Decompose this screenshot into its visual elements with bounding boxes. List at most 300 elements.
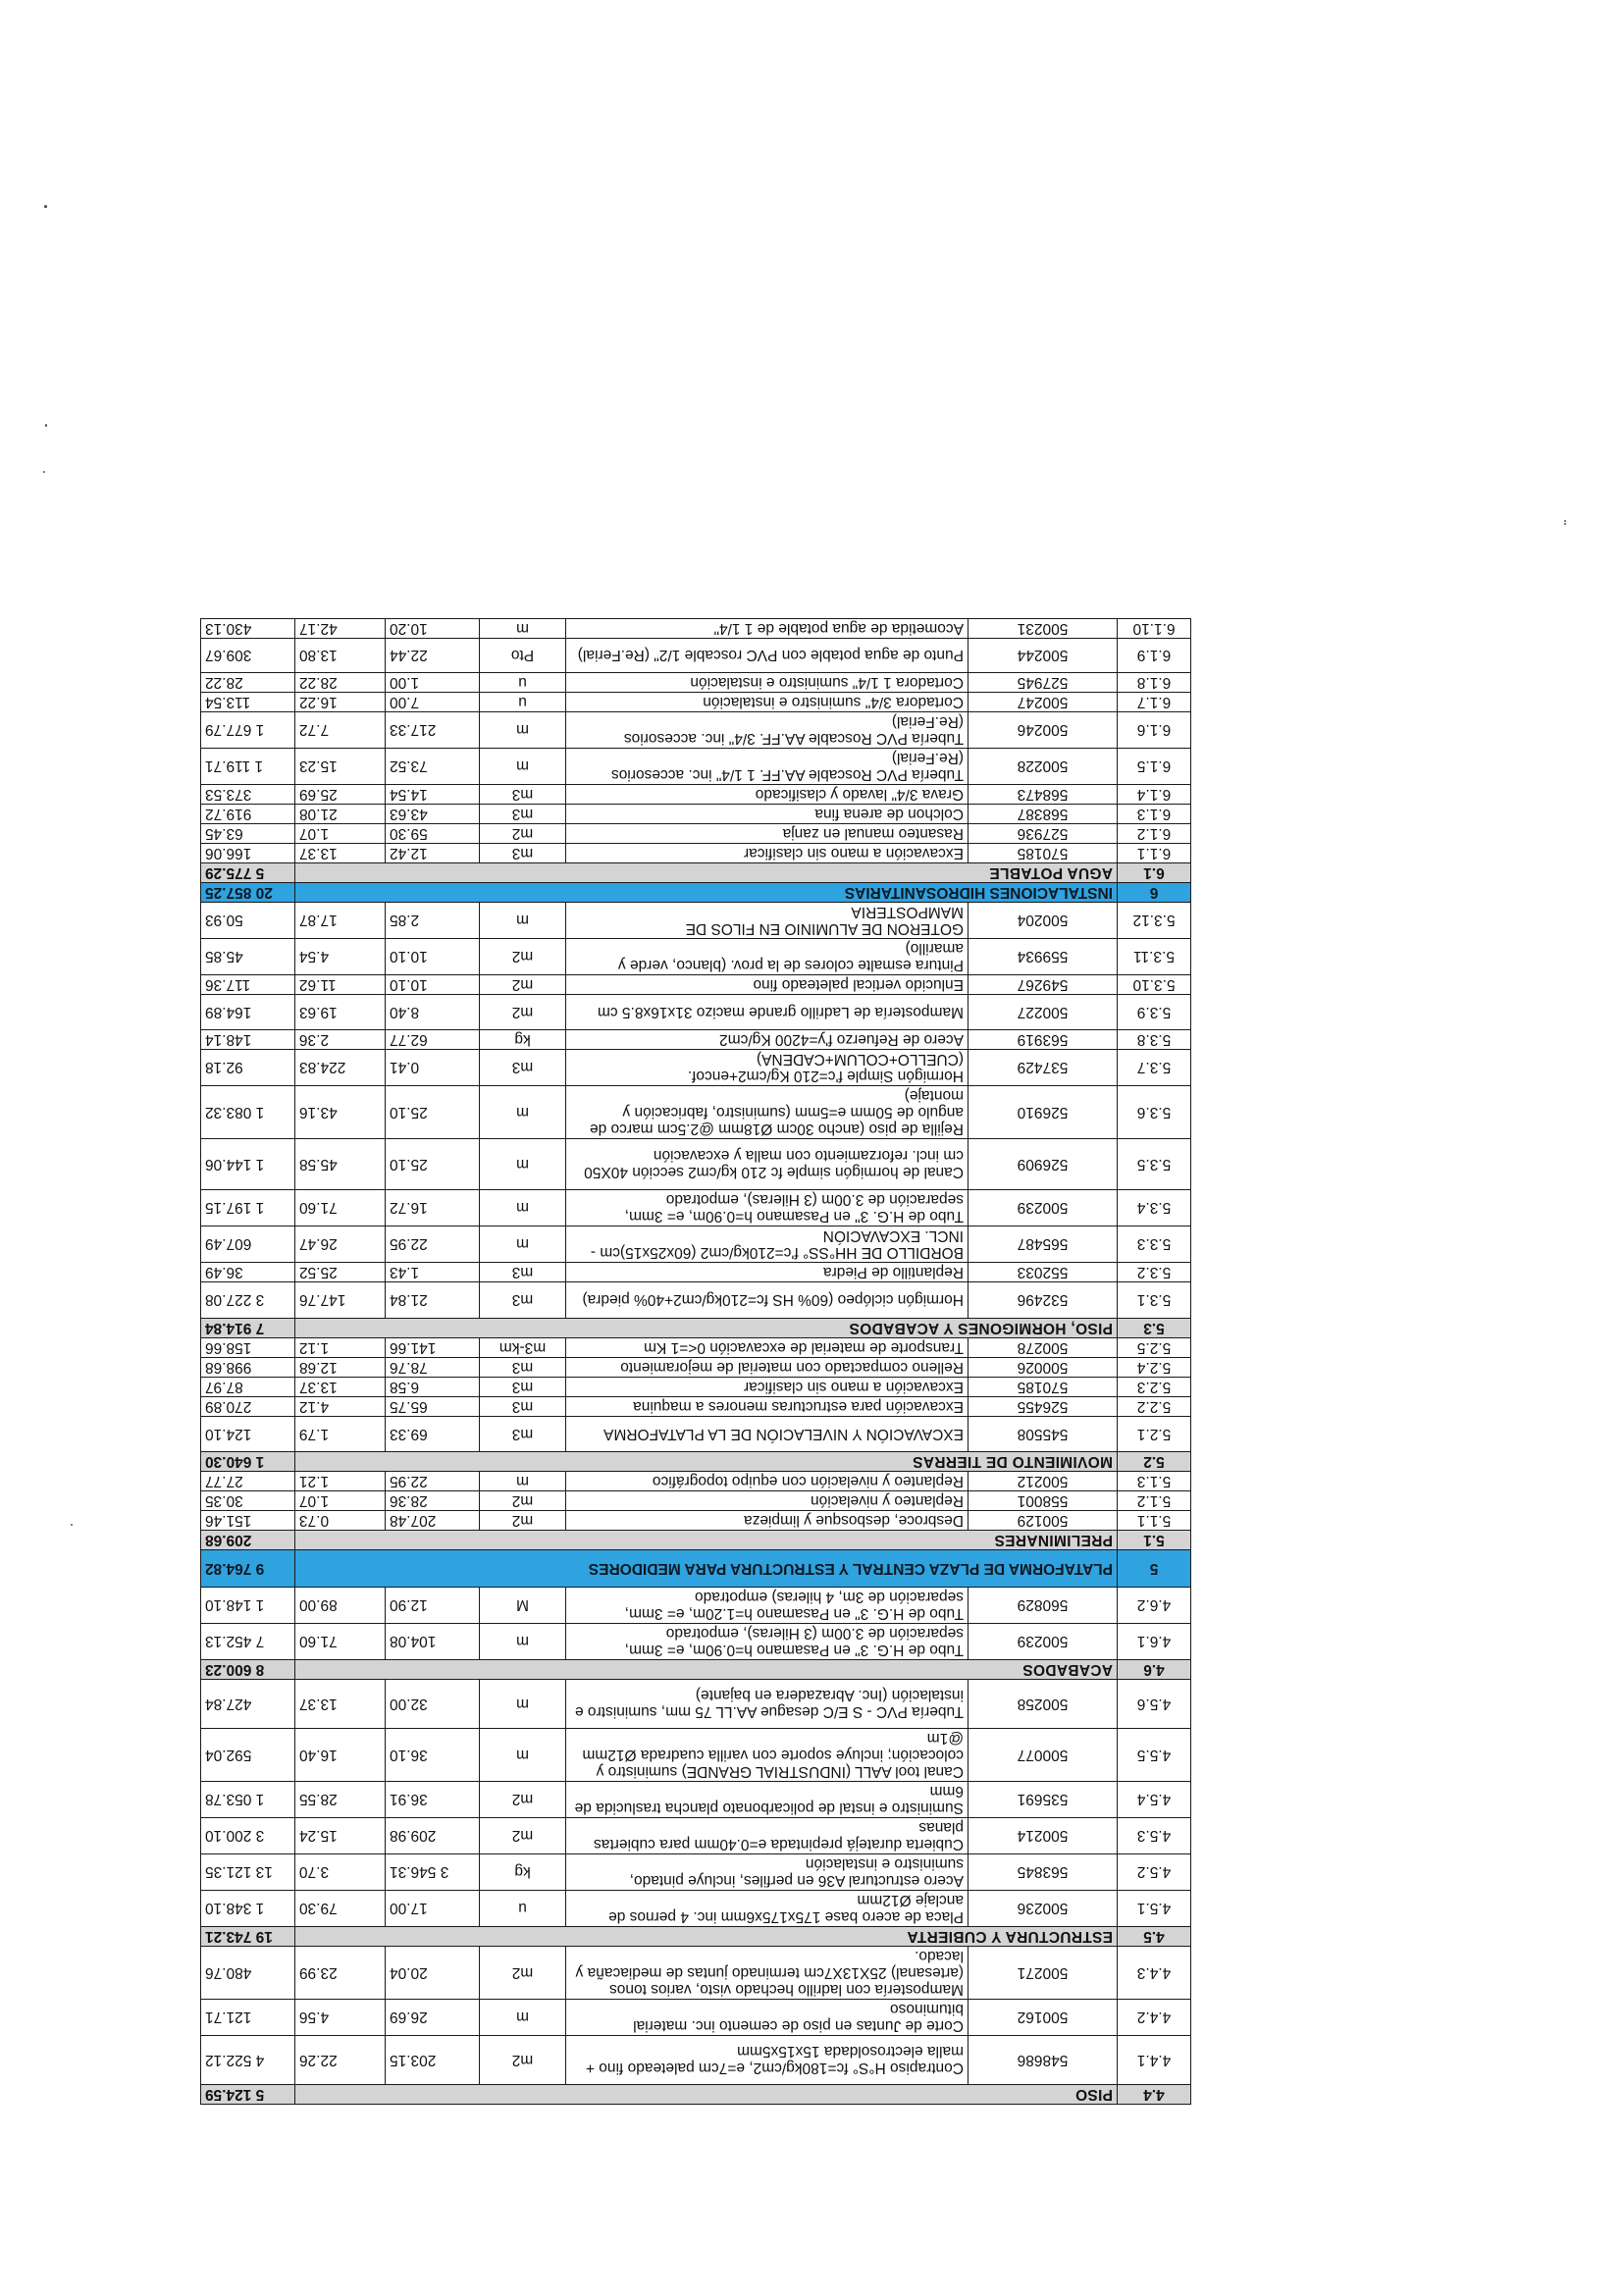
item-number: 5.1.3: [1118, 1472, 1191, 1491]
item-unit: m3: [480, 785, 566, 805]
table-row: [200, 1729, 1190, 1782]
table-row: [200, 1818, 1190, 1854]
item-quantity: 20.04: [386, 1947, 480, 2000]
item-total: 63.45: [200, 824, 294, 844]
section-title: PISO: [294, 2085, 1117, 2105]
item-number: 4.5.4: [1118, 1782, 1191, 1818]
item-description: Pintura esmalte colores de la prov. (blanco, verde y amarillo): [566, 939, 969, 975]
table-row: [200, 673, 1190, 693]
item-code: 500239: [969, 1624, 1118, 1660]
item-unit: m3: [480, 1417, 566, 1452]
section-item-number: 5.2: [1118, 1452, 1191, 1472]
item-code: 563845: [969, 1854, 1118, 1891]
section-header-row: [200, 1927, 1190, 1947]
item-unit-price: 3.70: [294, 1854, 385, 1891]
item-description: Tubo de H.G. 3" en Pasamano h=0.90m, e= 3mm, separación de 3.00m (3 Hileras), empotrado: [566, 1624, 969, 1660]
item-number: 5.3.9: [1118, 995, 1191, 1030]
item-total: 427.84: [200, 1680, 294, 1729]
item-total: 30.35: [200, 1491, 294, 1511]
table-row: [200, 1782, 1190, 1818]
section-total: 19 743.21: [200, 1927, 294, 1947]
item-code: 549267: [969, 975, 1118, 995]
item-total: 7 452.13: [200, 1624, 294, 1660]
item-total: 27.77: [200, 1472, 294, 1491]
item-quantity: 17.00: [386, 1891, 480, 1927]
item-unit-price: 1.07: [294, 1491, 385, 1511]
item-code: 500077: [969, 1729, 1118, 1782]
item-unit: m2: [480, 995, 566, 1030]
item-code: 560829: [969, 1588, 1118, 1624]
item-unit: m2: [480, 824, 566, 844]
table-row: [200, 639, 1190, 673]
item-code: 526455: [969, 1397, 1118, 1417]
item-code: 500258: [969, 1680, 1118, 1729]
item-unit: m: [480, 1086, 566, 1139]
item-description: Punto de agua potable con PVC roscable 1/2" (Re.Ferial): [566, 639, 969, 673]
table-row: [200, 939, 1190, 975]
item-quantity: 16.72: [386, 1190, 480, 1226]
item-quantity: 32.00: [386, 1680, 480, 1729]
item-unit-price: 13.37: [294, 1680, 385, 1729]
item-total: 113.54: [200, 693, 294, 712]
item-unit: m3: [480, 1050, 566, 1086]
item-description: Mampostería con ladrillo hechado visto, varios tonos (artesanal) 25X13X7cm terminado juntas de mediacaña y lacado.: [566, 1947, 969, 2000]
item-unit-price: 26.47: [294, 1226, 385, 1263]
item-number: 5.2.4: [1118, 1358, 1191, 1378]
item-unit: m2: [480, 1818, 566, 1854]
item-quantity: 0.41: [386, 1050, 480, 1086]
item-code: 552033: [969, 1263, 1118, 1282]
item-description: Relleno compactado con material de mejoramiento: [566, 1358, 969, 1378]
item-total: 480.76: [200, 1947, 294, 2000]
item-total: 1 677.79: [200, 712, 294, 749]
item-number: 5.1.2: [1118, 1491, 1191, 1511]
item-description: Placa de acero base 175x175x6mm inc. 4 pernos de anclaje Ø12mm: [566, 1891, 969, 1927]
item-quantity: 7.00: [386, 693, 480, 712]
item-quantity: 73.52: [386, 749, 480, 785]
item-unit-price: 147.76: [294, 1282, 385, 1319]
item-description: Cortadora 3/4" suministro e instalación: [566, 693, 969, 712]
item-unit: u: [480, 693, 566, 712]
item-unit: m2: [480, 1782, 566, 1818]
item-unit-price: 79.30: [294, 1891, 385, 1927]
item-description: Colchon de arena fina: [566, 805, 969, 824]
item-number: 5.1.1: [1118, 1511, 1191, 1531]
item-unit-price: 25.69: [294, 785, 385, 805]
item-quantity: 12.42: [386, 844, 480, 863]
table-row: [200, 1417, 1190, 1452]
table-row: [200, 2000, 1190, 2036]
section-item-number: 6.1: [1118, 863, 1191, 883]
item-number: 5.2.5: [1118, 1338, 1191, 1358]
item-total: 50.93: [200, 903, 294, 939]
table-row: [200, 1378, 1190, 1397]
item-number: 4.4.3: [1118, 1947, 1191, 2000]
item-unit-price: 4.56: [294, 2000, 385, 2036]
item-unit-price: 15.24: [294, 1818, 385, 1854]
item-description: Replantillo de Piedra: [566, 1263, 969, 1282]
item-unit-price: 71.60: [294, 1190, 385, 1226]
item-code: 570185: [969, 844, 1118, 863]
item-unit: m2: [480, 1491, 566, 1511]
item-unit-price: 1.21: [294, 1472, 385, 1491]
section-title: AGUA POTABLE: [294, 863, 1117, 883]
table-row: [200, 1030, 1190, 1050]
item-description: Tubería PVC - S E/C desague AA.LL 75 mm, suministro e instalación (Inc. Abrazadera en bajante): [566, 1680, 969, 1729]
item-quantity: 26.69: [386, 2000, 480, 2036]
table-row: [200, 844, 1190, 863]
item-quantity: 12.90: [386, 1588, 480, 1624]
item-code: 500246: [969, 712, 1118, 749]
item-description: Excavación a mano sin clasificar: [566, 1378, 969, 1397]
item-unit: m3: [480, 1358, 566, 1378]
item-total: 3 200.10: [200, 1818, 294, 1854]
section-header-row: [200, 1531, 1190, 1550]
item-code: 526909: [969, 1139, 1118, 1190]
table-row: [200, 1226, 1190, 1263]
item-quantity: 25.10: [386, 1139, 480, 1190]
item-number: 5.3.1: [1118, 1282, 1191, 1319]
item-unit-price: 45.58: [294, 1139, 385, 1190]
item-number: 5.3.11: [1118, 939, 1191, 975]
item-quantity: 36.91: [386, 1782, 480, 1818]
section-header-row: [200, 863, 1190, 883]
item-unit: m2: [480, 2036, 566, 2085]
section-item-number: 6: [1118, 883, 1191, 903]
item-description: Hormigón Simple f'c=210 Kg/cm2+encof.(CUELLO+COLUM+CADENA): [566, 1050, 969, 1086]
table-row: [200, 1491, 1190, 1511]
item-unit: m2: [480, 1947, 566, 2000]
item-number: 6.1.1: [1118, 844, 1191, 863]
item-total: 148.14: [200, 1030, 294, 1050]
item-description: Enlucido vertical paleteado fino: [566, 975, 969, 995]
item-unit-price: 19.63: [294, 995, 385, 1030]
item-code: 559934: [969, 939, 1118, 975]
table-row: [200, 1511, 1190, 1531]
scan-speck: [45, 424, 47, 427]
section-title: PLATAFORMA DE PLAZA CENTRAL Y ESTRUCTURA PARA MEDIDORES: [294, 1550, 1117, 1588]
item-code: 563919: [969, 1030, 1118, 1050]
item-unit: m: [480, 903, 566, 939]
item-code: 532496: [969, 1282, 1118, 1319]
item-total: 4 522.12: [200, 2036, 294, 2085]
section-total: 5 775.29: [200, 863, 294, 883]
item-total: 1 197.15: [200, 1190, 294, 1226]
item-quantity: 14.54: [386, 785, 480, 805]
item-code: 500026: [969, 1358, 1118, 1378]
item-unit: m: [480, 2000, 566, 2036]
item-description: Excavación para estructuras menores a maquina: [566, 1397, 969, 1417]
item-total: 36.49: [200, 1263, 294, 1282]
item-quantity: 22.95: [386, 1472, 480, 1491]
item-number: 5.3.6: [1118, 1086, 1191, 1139]
item-description: Acero estructural A36 en perfiles, incluye pintado, suministro e instalación: [566, 1854, 969, 1891]
item-quantity: 59.30: [386, 824, 480, 844]
item-number: 5.2.3: [1118, 1378, 1191, 1397]
item-number: 5.3.5: [1118, 1139, 1191, 1190]
table-row: [200, 1624, 1190, 1660]
item-number: 5.3.2: [1118, 1263, 1191, 1282]
item-code: 500162: [969, 2000, 1118, 2036]
item-code: 527936: [969, 824, 1118, 844]
item-total: 87.97: [200, 1378, 294, 1397]
item-unit-price: 12.68: [294, 1358, 385, 1378]
table-row: [200, 1263, 1190, 1282]
item-number: 6.1.7: [1118, 693, 1191, 712]
section-title: ACABADOS: [294, 1660, 1117, 1680]
item-total: 1 053.78: [200, 1782, 294, 1818]
item-number: 4.4.2: [1118, 2000, 1191, 2036]
item-total: 1 083.32: [200, 1086, 294, 1139]
item-number: 4.5.5: [1118, 1729, 1191, 1782]
item-unit-price: 71.60: [294, 1624, 385, 1660]
item-quantity: 217.33: [386, 712, 480, 749]
item-unit-price: 0.73: [294, 1511, 385, 1531]
item-number: 4.6.2: [1118, 1588, 1191, 1624]
section-item-number: 4.5: [1118, 1927, 1191, 1947]
item-quantity: 8.40: [386, 995, 480, 1030]
item-number: 5.3.7: [1118, 1050, 1191, 1086]
item-code: 570185: [969, 1378, 1118, 1397]
section-title: PISO, HORMIGONES Y ACABADOS: [294, 1319, 1117, 1338]
item-unit-price: 28.55: [294, 1782, 385, 1818]
item-description: Tubería PVC Roscable AA.FF. 3/4" inc. accesorios (Re.Ferial): [566, 712, 969, 749]
item-total: 3 227.08: [200, 1282, 294, 1319]
item-description: Replanteo y nivelación: [566, 1491, 969, 1511]
item-total: 1 144.06: [200, 1139, 294, 1190]
item-unit: m2: [480, 1511, 566, 1531]
item-description: EXCAVACIÓN Y NIVELACIÓN DE LA PLATAFORMA: [566, 1417, 969, 1452]
item-unit: kg: [480, 1030, 566, 1050]
item-code: 500228: [969, 749, 1118, 785]
item-unit: m: [480, 1472, 566, 1491]
item-total: 373.53: [200, 785, 294, 805]
table-row: [200, 693, 1190, 712]
item-unit-price: 4.54: [294, 939, 385, 975]
item-quantity: 22.44: [386, 639, 480, 673]
item-number: 6.1.9: [1118, 639, 1191, 673]
item-unit-price: 7.72: [294, 712, 385, 749]
scan-speck: [1564, 520, 1566, 522]
item-code: 500212: [969, 1472, 1118, 1491]
item-code: 500129: [969, 1511, 1118, 1531]
table-row: [200, 1338, 1190, 1358]
item-code: 500239: [969, 1190, 1118, 1226]
item-unit: m3: [480, 1263, 566, 1282]
item-total: 919.72: [200, 805, 294, 824]
item-total: 1 348.10: [200, 1891, 294, 1927]
item-description: Transporte de material de excavación 0<=1 Km: [566, 1338, 969, 1358]
item-unit-price: 11.62: [294, 975, 385, 995]
item-unit-price: 13.80: [294, 639, 385, 673]
item-total: 1 119.71: [200, 749, 294, 785]
item-unit-price: 1.12: [294, 1338, 385, 1358]
section-total: 209.68: [200, 1531, 294, 1550]
table-row: [200, 1086, 1190, 1139]
item-number: 6.1.4: [1118, 785, 1191, 805]
table-row: [200, 1050, 1190, 1086]
item-unit-price: 15.23: [294, 749, 385, 785]
item-total: 124.10: [200, 1417, 294, 1452]
item-total: 607.49: [200, 1226, 294, 1263]
item-unit-price: 28.22: [294, 673, 385, 693]
item-quantity: 10.10: [386, 975, 480, 995]
item-code: 568473: [969, 785, 1118, 805]
item-unit-price: 1.79: [294, 1417, 385, 1452]
item-quantity: 203.15: [386, 2036, 480, 2085]
budget-table-body: [200, 619, 1190, 2105]
item-code: 545508: [969, 1417, 1118, 1452]
item-code: 568387: [969, 805, 1118, 824]
item-quantity: 25.10: [386, 1086, 480, 1139]
item-unit: Pto: [480, 639, 566, 673]
item-total: 117.36: [200, 975, 294, 995]
item-number: 4.5.1: [1118, 1891, 1191, 1927]
item-total: 592.04: [200, 1729, 294, 1782]
item-code: 500271: [969, 1947, 1118, 2000]
item-quantity: 78.76: [386, 1358, 480, 1378]
item-number: 6.1.10: [1118, 619, 1191, 639]
item-quantity: 21.84: [386, 1282, 480, 1319]
item-unit: m2: [480, 975, 566, 995]
item-code: 500244: [969, 639, 1118, 673]
item-number: 6.1.2: [1118, 824, 1191, 844]
item-total: 998.68: [200, 1358, 294, 1378]
section-title: PRELIMINARES: [294, 1531, 1117, 1550]
item-quantity: 1.43: [386, 1263, 480, 1282]
item-unit: u: [480, 1891, 566, 1927]
item-quantity: 65.75: [386, 1397, 480, 1417]
item-quantity: 10.20: [386, 619, 480, 639]
item-unit-price: 22.26: [294, 2036, 385, 2085]
item-quantity: 62.77: [386, 1030, 480, 1050]
table-row: [200, 995, 1190, 1030]
item-unit: m: [480, 712, 566, 749]
section-title: INSTALACIONES HIDROSANITARIAS: [294, 883, 1117, 903]
item-total: 92.18: [200, 1050, 294, 1086]
item-code: 535691: [969, 1782, 1118, 1818]
item-number: 6.1.5: [1118, 749, 1191, 785]
table-row: [200, 1947, 1190, 2000]
item-code: 565487: [969, 1226, 1118, 1263]
item-unit: m3: [480, 1282, 566, 1319]
section-total: 9 764.82: [200, 1550, 294, 1588]
item-total: 121.71: [200, 2000, 294, 2036]
item-quantity: 209.98: [386, 1818, 480, 1854]
item-unit: m: [480, 1680, 566, 1729]
item-quantity: 69.33: [386, 1417, 480, 1452]
item-quantity: 1.00: [386, 673, 480, 693]
section-header-row: [200, 2085, 1190, 2105]
item-code: 500227: [969, 995, 1118, 1030]
table-row: [200, 824, 1190, 844]
scan-speck: [44, 205, 47, 208]
section-header-row: [200, 1452, 1190, 1472]
item-code: 548686: [969, 2036, 1118, 2085]
item-unit-price: 21.08: [294, 805, 385, 824]
item-description: Desbroce, desbosque y limpieza: [566, 1511, 969, 1531]
section-item-number: 5.1: [1118, 1531, 1191, 1550]
item-quantity: 207.48: [386, 1511, 480, 1531]
item-unit: m: [480, 1624, 566, 1660]
item-description: Canal tool AALL (INDUSTRIAL GRANDE) suministro y colocación; incluye soporte con varilla cuadrada Ø12mm @1m: [566, 1729, 969, 1782]
item-quantity: 22.95: [386, 1226, 480, 1263]
item-description: Excavación a mano sin clasificar: [566, 844, 969, 863]
item-unit-price: 16.40: [294, 1729, 385, 1782]
item-unit-price: 43.16: [294, 1086, 385, 1139]
table-row: [200, 903, 1190, 939]
item-quantity: 141.66: [386, 1338, 480, 1358]
section-header-row: [200, 1660, 1190, 1680]
item-unit: m3: [480, 805, 566, 824]
table-row: [200, 712, 1190, 749]
section-total: 1 640.30: [200, 1452, 294, 1472]
item-quantity: 104.08: [386, 1624, 480, 1660]
section-item-number: 4.6: [1118, 1660, 1191, 1680]
item-unit: m3: [480, 1397, 566, 1417]
item-code: 527945: [969, 673, 1118, 693]
item-total: 164.89: [200, 995, 294, 1030]
table-row: [200, 1358, 1190, 1378]
item-unit-price: 25.52: [294, 1263, 385, 1282]
scan-speck: [71, 1524, 73, 1526]
item-unit: m: [480, 749, 566, 785]
item-number: 4.5.6: [1118, 1680, 1191, 1729]
table-row: [200, 2036, 1190, 2085]
item-description: Tubo de H.G. 3" en Pasamano h=0.90m, e= 3mm, separación de 3.00m (3 Hileras), empotrado: [566, 1190, 969, 1226]
item-unit-price: 42.17: [294, 619, 385, 639]
item-number: 5.2.2: [1118, 1397, 1191, 1417]
item-code: 500214: [969, 1818, 1118, 1854]
item-number: 4.5.3: [1118, 1818, 1191, 1854]
item-total: 158.66: [200, 1338, 294, 1358]
item-code: 500204: [969, 903, 1118, 939]
item-code: 500278: [969, 1338, 1118, 1358]
item-number: 4.6.1: [1118, 1624, 1191, 1660]
item-total: 309.67: [200, 639, 294, 673]
section-total: 7 914.84: [200, 1319, 294, 1338]
table-row: [200, 1472, 1190, 1491]
item-quantity: 3 546.31: [386, 1854, 480, 1891]
item-description: Canal de hormigón simple fc 210 kg/cm2 sección 40X50 cm incl. reforzamiento con malla y excavación: [566, 1139, 969, 1190]
item-quantity: 36.10: [386, 1729, 480, 1782]
item-quantity: 6.58: [386, 1378, 480, 1397]
section-total: 5 124.59: [200, 2085, 294, 2105]
item-unit-price: 13.37: [294, 1378, 385, 1397]
table-row: [200, 619, 1190, 639]
item-quantity: 28.36: [386, 1491, 480, 1511]
item-unit: m: [480, 1226, 566, 1263]
item-description: Cortadora 1 1/4" suministro e instalación: [566, 673, 969, 693]
item-number: 5.2.1: [1118, 1417, 1191, 1452]
item-unit: m: [480, 619, 566, 639]
item-total: 1 148.10: [200, 1588, 294, 1624]
item-description: Mampostería de Ladrillo grande macizo 31x16x8.5 cm: [566, 995, 969, 1030]
item-description: Tubo de H.G. 3" en Pasamano h=1.20m, e= 3mm, separación de 3m, 4 hileras) empotrado: [566, 1588, 969, 1624]
budget-table: [200, 618, 1191, 2105]
item-number: 5.3.8: [1118, 1030, 1191, 1050]
item-code: 500236: [969, 1891, 1118, 1927]
item-number: 5.3.3: [1118, 1226, 1191, 1263]
item-total: 13 121.35: [200, 1854, 294, 1891]
item-unit: m2: [480, 939, 566, 975]
item-description: Rasanteo manual en zanja: [566, 824, 969, 844]
table-row: [200, 1282, 1190, 1319]
item-number: 6.1.3: [1118, 805, 1191, 824]
table-row: [200, 975, 1190, 995]
section-item-number: 5: [1118, 1550, 1191, 1588]
item-number: 6.1.8: [1118, 673, 1191, 693]
